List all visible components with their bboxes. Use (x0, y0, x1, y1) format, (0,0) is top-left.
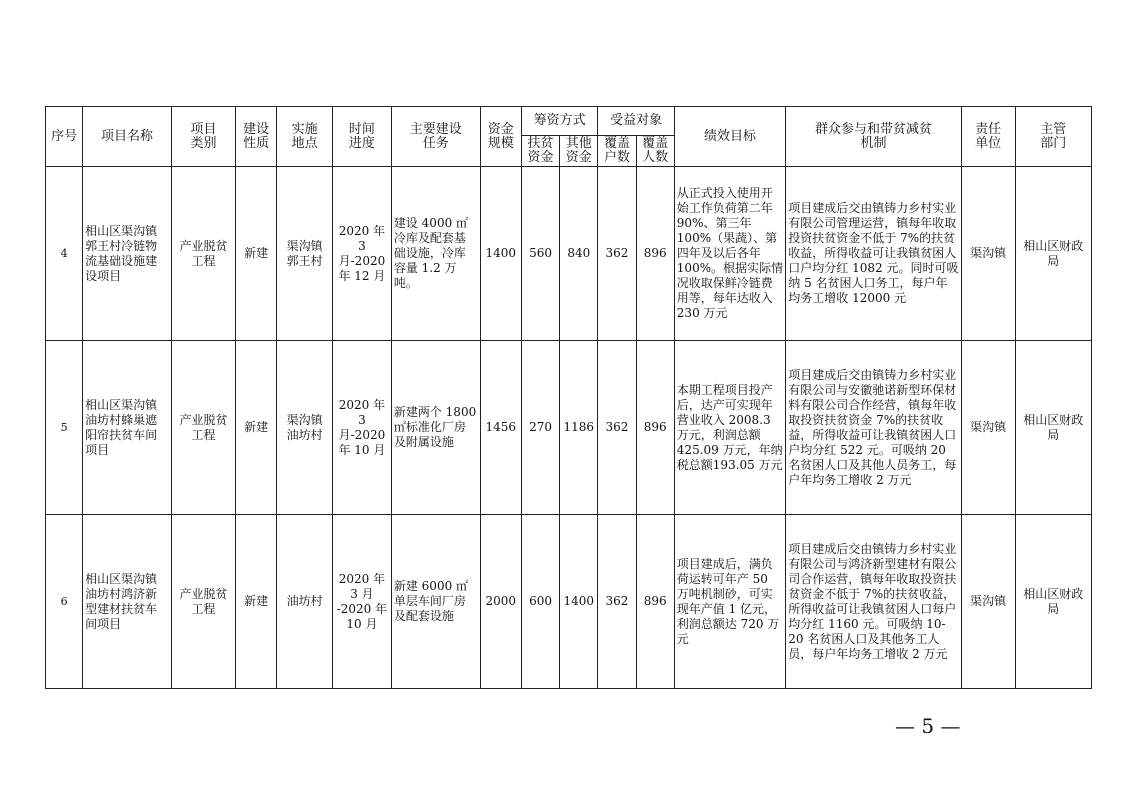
cell-target: 从正式投入使用开始工作负荷第二年 90%、第三年 100%（果蔬）、第四年及以后各年 100%。根据实际情况收取保鲜冷链费用等，每年达收入 230 万元 (674, 167, 786, 341)
cell-mechanism: 项目建成后交由镇铸力乡村实业有限公司管理运营，镇每年收取投资扶贫资金不低于 7%的扶贫收益，所得收益可让我镇贫困人口户均分红 1082 元。同时可吸纳 5 名贫困人口务工，每户年均务工增收 12000 元 (786, 167, 962, 341)
cell-tasks: 新建 6000 ㎡单层车间厂房及配套设施 (391, 515, 480, 689)
cell-nature: 新建 (235, 167, 276, 341)
header-target: 绩效目标 (674, 107, 786, 167)
cell-other-funds: 840 (560, 167, 598, 341)
cell-name: 相山区渠沟镇油坊村蜂巢遮阳帘扶贫车间项目 (83, 341, 172, 515)
cell-tasks: 建设 4000 ㎡冷库及配套基础设施，冷库容量 1.2 万吨。 (391, 167, 480, 341)
cell-resp-unit: 渠沟镇 (961, 167, 1015, 341)
cell-category: 产业脱贫工程 (171, 341, 235, 515)
cell-seq: 5 (46, 341, 83, 515)
cell-location: 渠沟镇 油坊村 (277, 341, 333, 515)
cell-schedule: 2020 年 3 月-2020 年 12 月 (333, 167, 392, 341)
cell-households: 362 (598, 341, 636, 515)
cell-target: 本期工程项目投产后，达产可实现年营业收入 2008.3 万元，利润总额 425.09 万元，年纳税总额193.05 万元 (674, 341, 786, 515)
header-nature: 建设 性质 (235, 107, 276, 167)
cell-scale: 1456 (480, 341, 521, 515)
header-dept: 主管 部门 (1015, 107, 1091, 167)
cell-people: 896 (636, 167, 674, 341)
project-table (45, 106, 1092, 689)
header-tasks: 主要建设 任务 (391, 107, 480, 167)
header-cover-households: 覆盖 户数 (598, 136, 636, 167)
cell-scale: 1400 (480, 167, 521, 341)
cell-people: 896 (636, 515, 674, 689)
cell-location: 渠沟镇 郭王村 (277, 167, 333, 341)
table-row (46, 167, 1092, 341)
cell-category: 产业脱贫工程 (171, 167, 235, 341)
header-category: 项目 类别 (171, 107, 235, 167)
cell-seq: 4 (46, 167, 83, 341)
cell-schedule: 2020 年 3 月 -2020 年 10 月 (333, 515, 392, 689)
table-row (46, 341, 1092, 515)
cell-poverty-funds: 560 (521, 167, 559, 341)
cell-resp-unit: 渠沟镇 (961, 515, 1015, 689)
cell-households: 362 (598, 167, 636, 341)
cell-nature: 新建 (235, 341, 276, 515)
header-schedule: 时间 进度 (333, 107, 392, 167)
header-resp-unit: 责任 单位 (961, 107, 1015, 167)
cell-other-funds: 1186 (560, 341, 598, 515)
cell-mechanism: 项目建成后交由镇铸力乡村实业有限公司与安徽驰诺新型环保材料有限公司合作经营，镇每年收取投资扶贫资金 7%的扶贫收益，所得收益可让我镇贫困人口户均分红 522 元。可吸纳 20 名贫困人口及其他人员务工，每户年均务工增收 2 万元 (786, 341, 962, 515)
header-cover-people: 覆盖 人数 (636, 136, 674, 167)
header-seq: 序号 (46, 107, 83, 167)
cell-name: 相山区渠沟镇油坊村鸿济新型建材扶贫车间项目 (83, 515, 172, 689)
cell-scale: 2000 (480, 515, 521, 689)
cell-schedule: 2020 年 3 月-2020 年 10 月 (333, 341, 392, 515)
header-mechanism: 群众参与和带贫减贫 机制 (786, 107, 962, 167)
header-scale: 资金 规模 (480, 107, 521, 167)
header-name: 项目名称 (83, 107, 172, 167)
cell-seq: 6 (46, 515, 83, 689)
header-funding-other: 其他 资金 (560, 136, 598, 167)
cell-category: 产业脱贫工程 (171, 515, 235, 689)
cell-resp-unit: 渠沟镇 (961, 341, 1015, 515)
cell-nature: 新建 (235, 515, 276, 689)
header-location: 实施 地点 (277, 107, 333, 167)
cell-tasks: 新建两个 1800 ㎡标准化厂房及附属设施 (391, 341, 480, 515)
table-row (46, 515, 1092, 689)
cell-poverty-funds: 600 (521, 515, 559, 689)
cell-other-funds: 1400 (560, 515, 598, 689)
cell-dept: 相山区财政局 (1015, 341, 1091, 515)
cell-households: 362 (598, 515, 636, 689)
cell-mechanism: 项目建成后交由镇铸力乡村实业有限公司与鸿济新型建材有限公司合作运营，镇每年收取投资扶贫资金不低于 7%的扶贫收益，所得收益可让我镇贫困人口每户均分红 1160 元。可吸纳 10-20 名贫困人口及其他务工人员，每户年均务工增收 2 万元 (786, 515, 962, 689)
header-beneficiary: 受益对象 (598, 107, 674, 136)
cell-poverty-funds: 270 (521, 341, 559, 515)
header-funding: 筹资方式 (521, 107, 597, 136)
cell-name: 相山区渠沟镇郭王村冷链物流基础设施建设项目 (83, 167, 172, 341)
cell-dept: 相山区财政局 (1015, 515, 1091, 689)
cell-location: 油坊村 (277, 515, 333, 689)
page-number: — 5 — (895, 714, 961, 738)
cell-people: 896 (636, 341, 674, 515)
cell-dept: 相山区财政局 (1015, 167, 1091, 341)
header-funding-poverty: 扶贫 资金 (521, 136, 559, 167)
cell-target: 项目建成后，满负荷运转可年产 50 万吨机制砂，可实现年产值 1 亿元，利润总额达 720 万元 (674, 515, 786, 689)
